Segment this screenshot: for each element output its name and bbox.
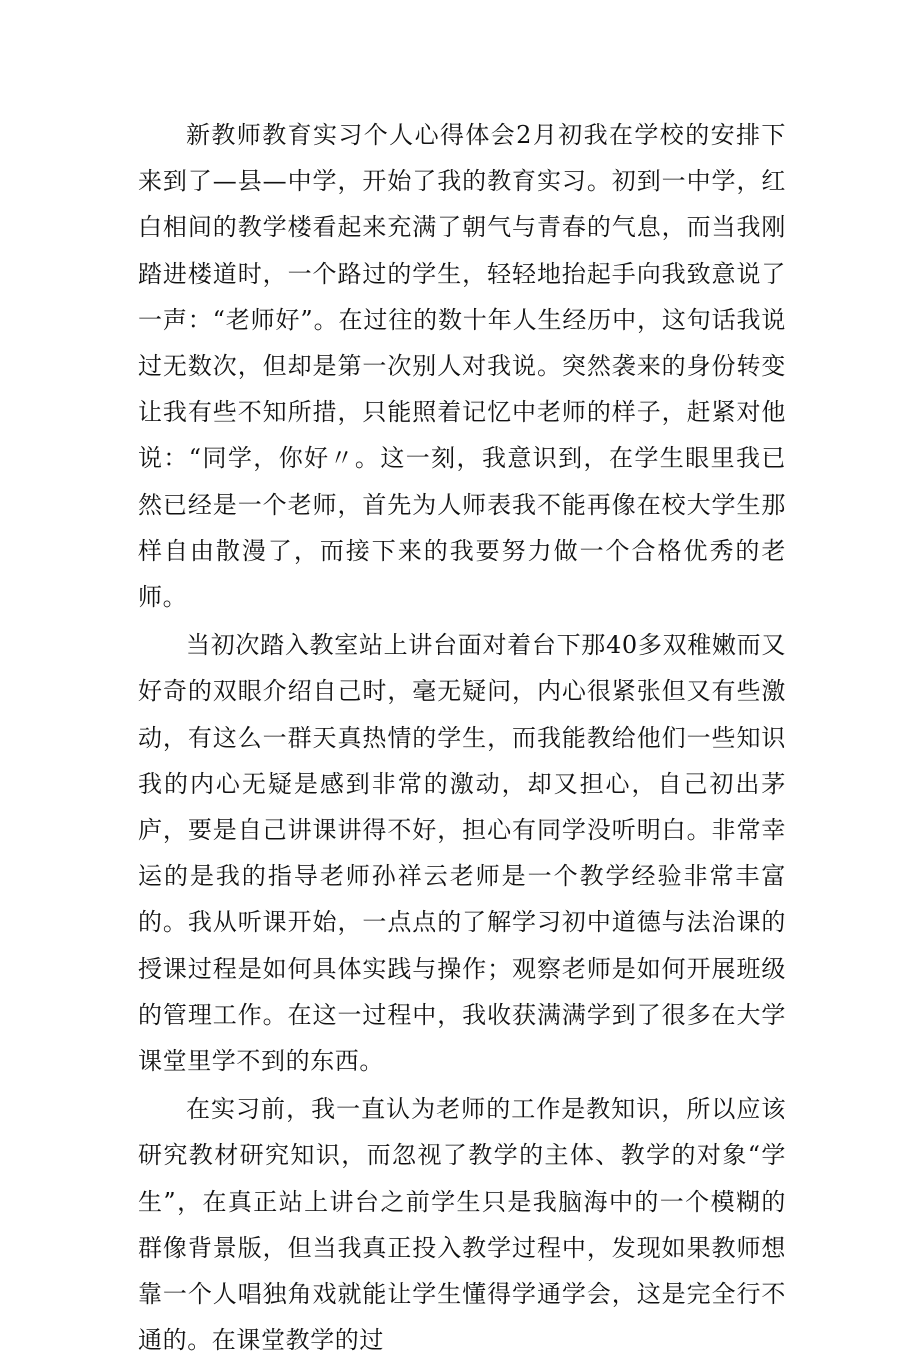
paragraph-3: 在实习前，我一直认为老师的工作是教知识，所以应该研究教材研究知识，而忽视了教学的主体、教学的对象“学生”，在真正站上讲台之前学生只是我脑海中的一个模糊的群像背景版，但当我真正投入教学过程中，发现如果教师想靠一个人唱独角戏就能让学生懂得学通学会，这是完全行不通的。在课堂教学的过 [138,1095,786,1355]
paragraph-1: 新教师教育实习个人心得体会2月初我在学校的安排下来到了—县—中学，开始了我的教育实习。初到一中学，红白相间的教学楼看起来充满了朝气与青春的气息，而当我刚踏进楼道时，一个路过的学生，轻轻地抬起手向我致意说了一声：“老师好”。在过往的数十年人生经历中，这句话我说过无数次，但却是第一次别人对我说。突然袭来的身份转变让我有些不知所措，只能照着记忆中老师的样子，赶紧对他说：“同学，你好〃。这一刻，我意识到，在学生眼里我已然已经是一个老师，首先为人师表我不能再像在校大学生那样自由散漫了，而接下来的我要努力做一个合格优秀的老师。 [138,121,786,612]
paragraph-2: 当初次踏入教室站上讲台面对着台下那40多双稚嫩而又好奇的双眼介绍自己时，毫无疑问，内心很紧张但又有些激动，有这么一群天真热情的学生，而我能教给他们一些知识我的内心无疑是感到非常的激动，却又担心，自己初出茅庐，要是自己讲课讲得不好，担心有同学没听明白。非常幸运的是我的指导老师孙祥云老师是一个教学经验非常丰富的。我从听课开始，一点点的了解学习初中道德与法治课的授课过程是如何具体实践与操作；观察老师是如何开展班级的管理工作。在这一过程中，我收获满满学到了很多在大学课堂里学不到的东西。 [138,631,786,1076]
document-body [138,112,786,1365]
